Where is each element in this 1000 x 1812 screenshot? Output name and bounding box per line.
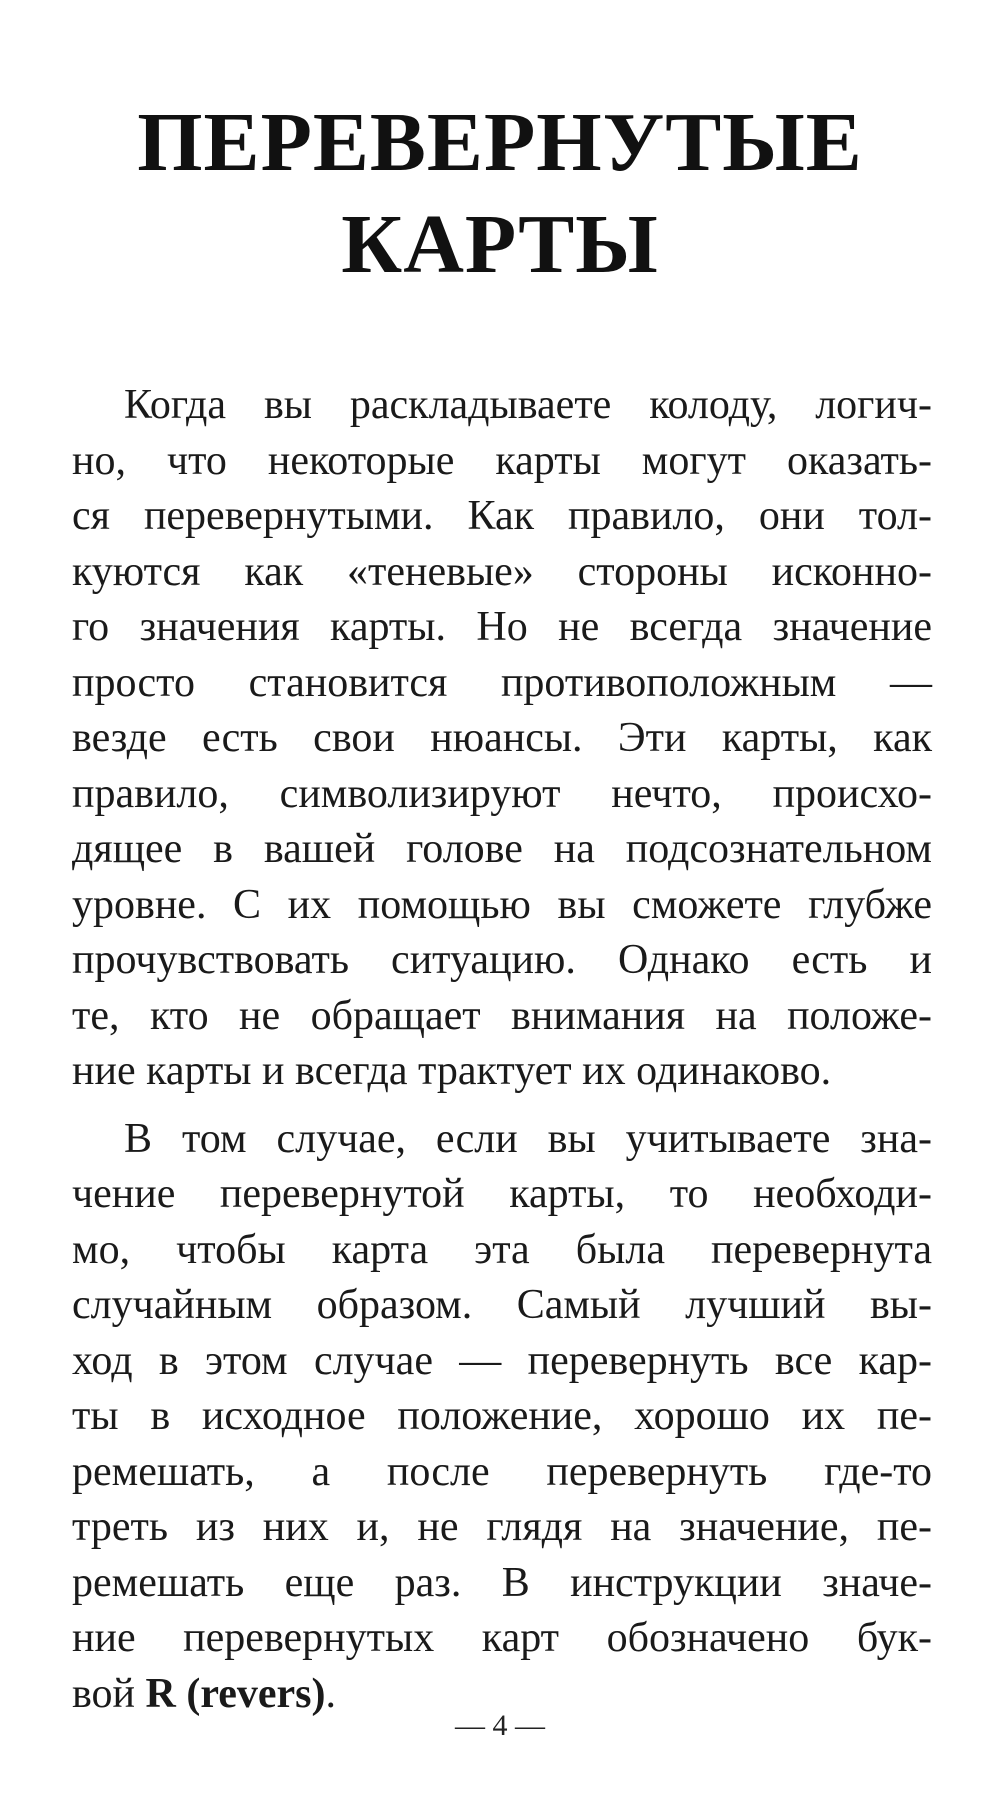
text-line: прочувствовать ситуацию. Однако есть и (72, 937, 932, 983)
text-line: ты в исходное положение, хорошо их пе- (72, 1393, 932, 1439)
text-line: мо, чтобы карта эта была перевернута (72, 1226, 932, 1273)
text-line: чение перевернутой карты, то необходи- (72, 1171, 932, 1217)
title-line-1: ПЕРЕВЕРНУТЫЕ (137, 96, 863, 189)
text-line: В том случае, если вы учитываете зна- (124, 1115, 932, 1162)
text-line: ремешать еще раз. В инструкции значе- (72, 1559, 932, 1606)
reversed-marker: R (revers) (145, 1670, 326, 1717)
title-line-2: КАРТЫ (341, 198, 659, 291)
body-text (72, 378, 932, 1722)
text-fragment: . (325, 1670, 336, 1717)
text-line: ход в этом случае — перевернуть все кар- (72, 1337, 932, 1384)
text-line: просто становится противоположным — (72, 659, 932, 706)
text-line: уровне. С их помощью вы сможете глубже (72, 881, 932, 928)
page-number: — 4 — (455, 1709, 545, 1742)
paragraph-1 (72, 378, 932, 1100)
text-line: дящее в вашей голове на подсознательном (72, 826, 932, 872)
page-title (0, 92, 1000, 296)
text-line: ние карты и всегда трактует их одинаково. (72, 1048, 832, 1094)
text-fragment: вой (72, 1670, 146, 1717)
text-line: ние перевернутых карт обозначено бук- (72, 1615, 932, 1661)
text-line: ремешать, а после перевернуть где-то (72, 1448, 932, 1495)
text-line: случайным образом. Самый лучший вы- (72, 1282, 932, 1328)
paragraph-2 (72, 1112, 932, 1723)
text-line: Когда вы раскладываете колоду, логич- (124, 382, 932, 428)
text-line: го значения карты. Но не всегда значение (72, 604, 932, 650)
text-line: треть из них и, не глядя на значение, пе- (72, 1504, 932, 1550)
text-line: ся перевернутыми. Как правило, они тол- (72, 493, 932, 539)
text-line: правило, символизируют нечто, происхо- (72, 770, 932, 817)
text-line: куются как «теневые» стороны исконно- (72, 548, 932, 595)
text-line: те, кто не обращает внимания на положе- (72, 992, 932, 1039)
text-line: везде есть свои нюансы. Эти карты, как (72, 715, 932, 761)
text-line: но, что некоторые карты могут оказать- (72, 437, 932, 484)
